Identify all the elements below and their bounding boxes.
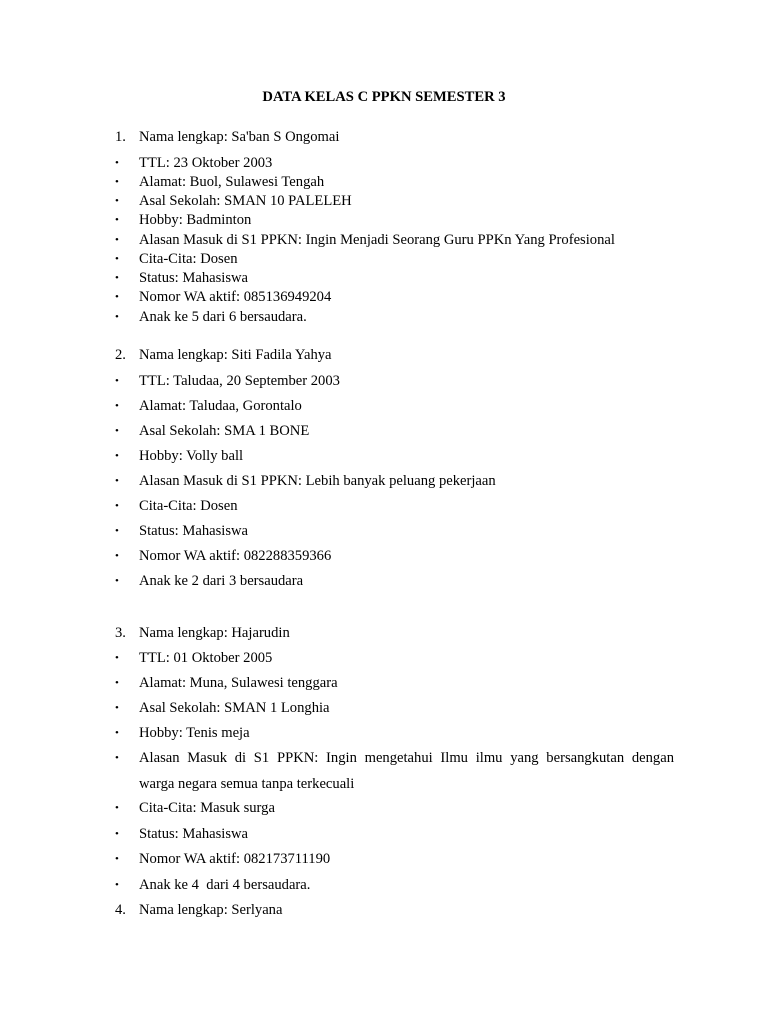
list-item: • Status: Mahasiswa: [115, 826, 249, 842]
list-item: • Nomor WA aktif: 082173711190: [115, 851, 331, 867]
bullet-icon: •: [115, 157, 119, 169]
list-item: • Nomor WA aktif: 085136949204: [115, 289, 332, 305]
list-item: • TTL: Taludaa, 20 September 2003: [115, 373, 340, 389]
list-item: • Asal Sekolah: SMAN 1 Longhia: [115, 700, 330, 716]
bullet-icon: •: [115, 450, 119, 462]
bullet-icon: •: [115, 500, 119, 512]
bullet-icon: •: [115, 828, 119, 840]
bullet-icon: •: [115, 253, 119, 265]
bullet-icon: •: [115, 525, 119, 537]
bullet-icon: •: [115, 291, 119, 303]
document-title: DATA KELAS C PPKN SEMESTER 3: [262, 89, 506, 105]
list-number: 4.: [115, 902, 126, 918]
list-item: • TTL: 01 Oktober 2005: [115, 650, 273, 666]
list-item: • TTL: 23 Oktober 2003: [115, 155, 273, 171]
bullet-icon: •: [115, 214, 119, 226]
bullet-icon: •: [115, 550, 119, 562]
list-number: 2.: [115, 347, 126, 363]
list-item: • Anak ke 2 dari 3 bersaudara: [115, 573, 304, 589]
list-item: • Cita-Cita: Dosen: [115, 498, 238, 514]
list-item: • Alamat: Taludaa, Gorontalo: [115, 398, 302, 414]
list-item-continuation: warga negara semua tanpa terkecuali: [139, 776, 355, 792]
bullet-icon: •: [115, 702, 119, 714]
bullet-icon: •: [115, 677, 119, 689]
bullet-icon: •: [115, 272, 119, 284]
bullet-icon: •: [115, 802, 119, 814]
bullet-icon: •: [115, 879, 119, 891]
list-number: 3.: [115, 625, 126, 641]
bullet-icon: •: [115, 752, 119, 764]
list-item: • Status: Mahasiswa: [115, 523, 249, 539]
bullet-icon: •: [115, 475, 119, 487]
list-item: • Alasan Masuk di S1 PPKN: Ingin Menjadi Seorang Guru PPKn Yang Profesional: [115, 232, 615, 248]
list-item: • Cita-Cita: Dosen: [115, 251, 238, 267]
bullet-icon: •: [115, 311, 119, 323]
bullet-icon: •: [115, 575, 119, 587]
bullet-icon: •: [115, 195, 119, 207]
list-item: • Alamat: Muna, Sulawesi tenggara: [115, 675, 338, 691]
list-item: • Alasan Masuk di S1 PPKN: Lebih banyak peluang pekerjaan: [115, 473, 496, 489]
list-number: 1.: [115, 129, 126, 145]
list-item: • Hobby: Badminton: [115, 212, 252, 228]
entry-4-name: 4. Nama lengkap: Serlyana: [115, 902, 283, 918]
list-item: • Nomor WA aktif: 082288359366: [115, 548, 332, 564]
list-item: • Alamat: Buol, Sulawesi Tengah: [115, 174, 325, 190]
list-item: • Alasan Masuk di S1 PPKN: Ingin mengetahui Ilmu ilmu yang bersangkutan dengan: [115, 750, 674, 766]
bullet-icon: •: [115, 853, 119, 865]
list-item: • Anak ke 4 dari 4 bersaudara.: [115, 877, 311, 893]
list-item: • Hobby: Volly ball: [115, 448, 244, 464]
list-item: • Cita-Cita: Masuk surga: [115, 800, 275, 816]
bullet-icon: •: [115, 400, 119, 412]
bullet-icon: •: [115, 727, 119, 739]
bullet-icon: •: [115, 234, 119, 246]
list-item: • Anak ke 5 dari 6 bersaudara.: [115, 309, 307, 325]
entry-2-name: 2. Nama lengkap: Siti Fadila Yahya: [115, 347, 332, 363]
list-item: • Status: Mahasiswa: [115, 270, 249, 286]
list-item: • Asal Sekolah: SMA 1 BONE: [115, 423, 310, 439]
entry-1-name: 1. Nama lengkap: Sa'ban S Ongomai: [115, 129, 340, 145]
bullet-icon: •: [115, 652, 119, 664]
list-item: • Asal Sekolah: SMAN 10 PALELEH: [115, 193, 352, 209]
entry-3-name: 3. Nama lengkap: Hajarudin: [115, 625, 290, 641]
bullet-icon: •: [115, 176, 119, 188]
bullet-icon: •: [115, 375, 119, 387]
bullet-icon: •: [115, 425, 119, 437]
list-item: • Hobby: Tenis meja: [115, 725, 250, 741]
